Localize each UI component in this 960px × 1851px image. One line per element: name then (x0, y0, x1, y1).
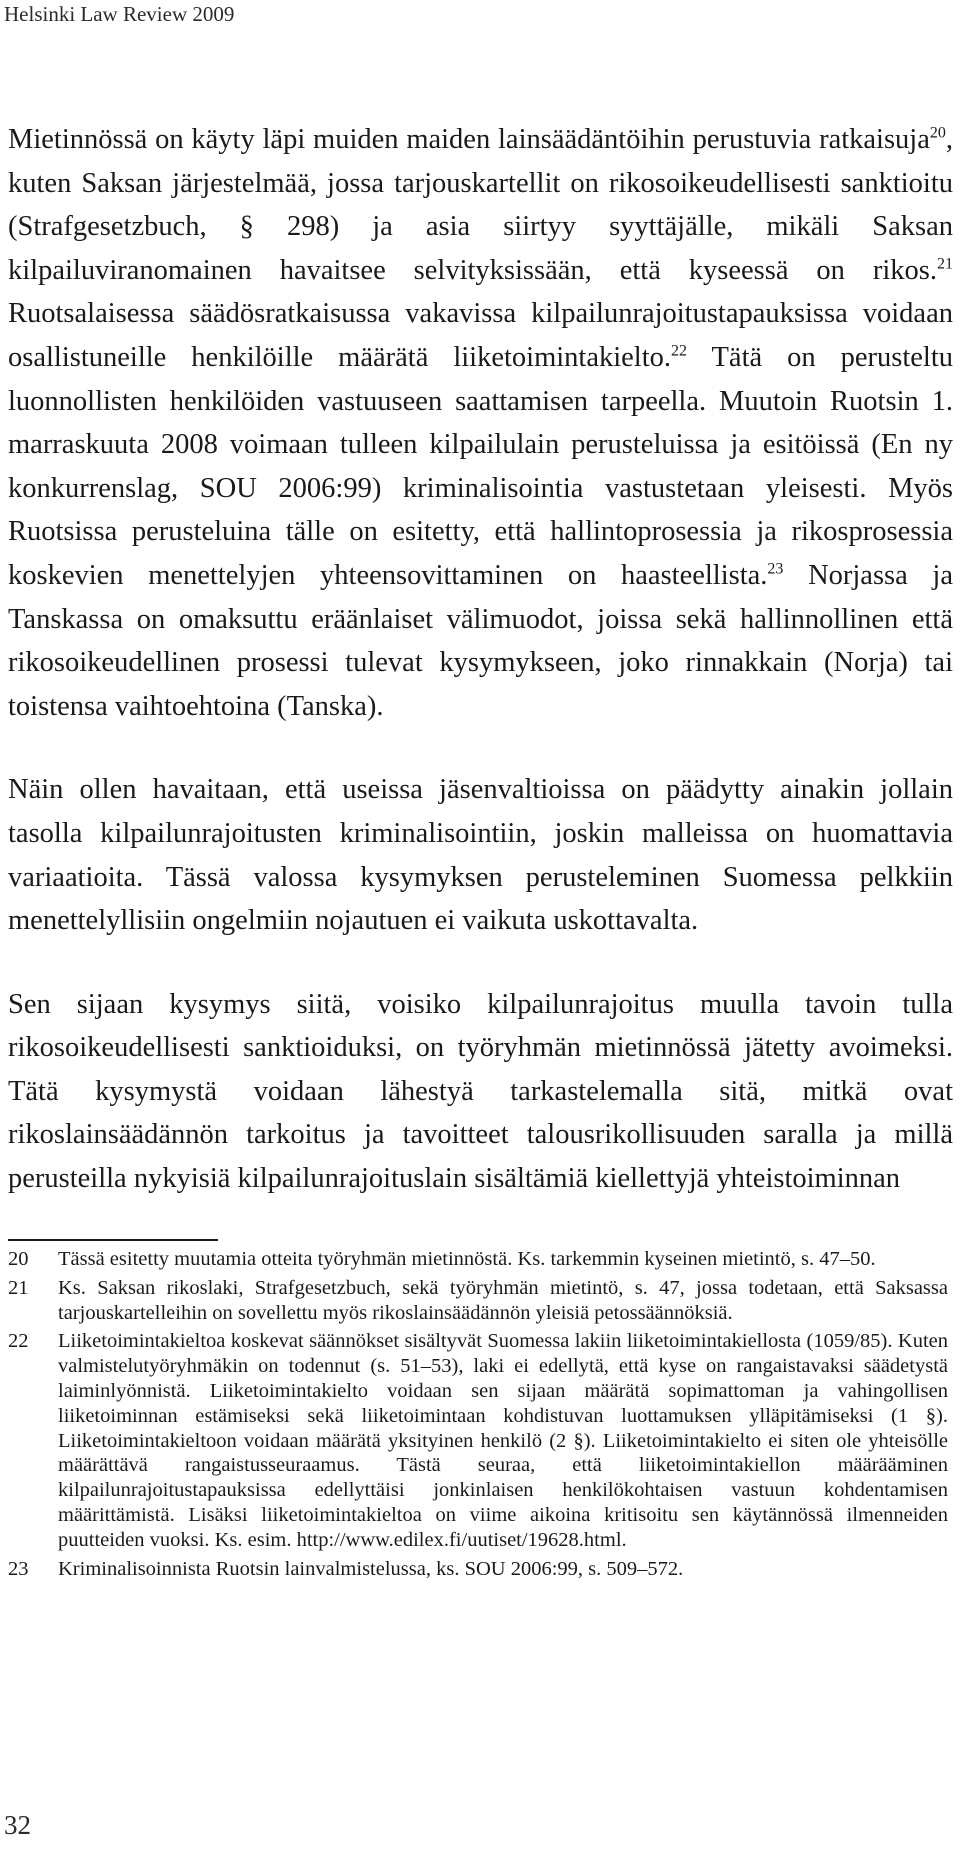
footnote-number: 20 (8, 1248, 29, 1270)
footnote-ref-20[interactable]: 20 (929, 124, 946, 142)
page-number: 32 (4, 1810, 31, 1840)
footnote-text: Ks. Saksan rikoslaki, Strafgesetzbuch, sekä työryhmän mietintö, s. 47, jossa todetaan, että Saksassa tarjouskartelleihin on sovellettu myös rikoslainsäädännön yleisiä petossäännöksiä. (58, 1276, 948, 1324)
paragraph-text: , kuten Saksan järjestelmää, jossa tarjouskartellit on rikosoikeudellisesti sanktioitu (Strafgesetzbuch, § 298) ja asia siirtyy syyttäjälle, mikäli Saksan kilpailuviranomainen havaitsee selvityksissään, että kyseessä on rikos. (8, 124, 953, 286)
footnote-text: Kriminalisoinnista Ruotsin lainvalmistelussa, ks. SOU 2006:99, s. 509–572. (58, 1557, 684, 1580)
footnote-number: 21 (8, 1276, 29, 1299)
footnote-21 (8, 1276, 948, 1326)
paragraph-text: Mietinnössä on käyty läpi muiden maiden lainsäädäntöihin perustuvia ratkaisuja (8, 124, 930, 155)
body-text (8, 118, 953, 1201)
paragraph-2: Näin ollen havaitaan, että useissa jäsenvaltioissa on päädytty ainakin jollain tasolla kilpailunrajoitusten kriminalisointiin, joskin malleissa on huomattavia variaatioita. Tässä valossa kysymyksen perusteleminen Suomessa pelkkiin menettelyllisiin ongelmiin nojautuen ei vaikuta uskottavalta. (8, 774, 953, 937)
paragraph-text: Tätä on perusteltu luonnollisten henkilöiden vastuuseen saattamisen tarpeella. Muutoin Ruotsin 1. marraskuuta 2008 voimaan tulleen kilpailulain perusteluissa ja esitöissä (En ny konkurrenslag, SOU 2006:99) kriminalisointia vastustetaan yleisesti. Myös Ruotsissa perusteluina tälle on esitetty, että hallintoprosessia ja rikosprosessia koskevien menettelyjen yhteensovittaminen on haasteellista. (8, 341, 953, 591)
footnote-number: 22 (8, 1330, 29, 1353)
footnote-20 (8, 1247, 948, 1272)
footnote-text: Liiketoimintakieltoa koskevat säännökset sisältyvät Suomessa lakiin liiketoimintakiellosta (1059/85). Kuten valmistelutyöryhmäkin on todennut (s. 51–53), laki ei edellytä, että kyse on rangaistavaksi säädetystä laiminlyönnistä. Liiketoimintakielto voidaan sen sijaan määrätä sopimattoman ja vahingollisen liiketoiminnan estämiseksi sekä liiketoimintaan kohdistuvan luottamuksen ylläpitämiseksi (1 §). Liiketoimintakieltoon voidaan määrätä yksityinen henkilö (2 §). Liiketoimintakielto ei siten ole yhteisölle määrättävä rangaistusseuraamus. Tästä seuraa, että liiketoimintakiellon määrääminen kilpailunrajoitustapauksissa edellyttäisi jonkinlaisen henkilökohtaisen vastuun kohdentamisen määrittämistä. Lisäksi liiketoimintakieltoa on viime aikoina kritisoitu sen käytännössä ilmenneiden puutteiden vuoksi. Ks. esim. http://www.edilex.fi/uutiset/19628.html. (58, 1330, 948, 1551)
footnotes-list (8, 1247, 948, 1585)
footnote-23 (8, 1557, 948, 1582)
footnote-ref-23[interactable]: 23 (767, 560, 784, 578)
footnote-number: 23 (8, 1557, 29, 1580)
paragraph-text: Norjassa ja Tanskassa on omaksuttu eräänlaiset välimuodot, joissa sekä hallinnollinen että rikosoikeudellinen prosessi tulevat kysymykseen, joko rinnakkain (Norja) tai toistensa vaihtoehtoina (Tanska). (8, 559, 953, 722)
footnote-divider (8, 1239, 218, 1241)
footnote-22 (8, 1329, 948, 1552)
running-head: Helsinki Law Review 2009 (4, 2, 235, 26)
paragraph-1 (8, 118, 953, 728)
paragraph-3: Sen sijaan kysymys siitä, voisiko kilpailunrajoitus muulla tavoin tulla rikosoikeudellisesti sanktioiduksi, on työryhmän mietinnössä jätetty avoimeksi. Tätä kysymystä voidaan lähestyä tarkastelemalla sitä, mitkä ovat rikoslainsäädännön tarkoitus ja tavoitteet talousrikollisuuden saralla ja millä perusteilla nykyisiä kilpailunrajoituslain sisältämiä kiellettyjä yhteistoiminnan (8, 988, 953, 1195)
footnote-ref-22[interactable]: 22 (671, 342, 688, 360)
footnote-ref-21[interactable]: 21 (937, 255, 953, 273)
paragraph-text: Ruotsalaisessa säädösratkaisussa vakavissa kilpailunrajoitustapauksissa voidaan osallistuneille henkilöille määrätä liiketoimintakielto. (8, 298, 953, 373)
footnote-text: Tässä esitetty muutamia otteita työryhmän mietinnöstä. Ks. tarkemmin kyseinen mietintö, s. 47–50. (58, 1248, 876, 1270)
